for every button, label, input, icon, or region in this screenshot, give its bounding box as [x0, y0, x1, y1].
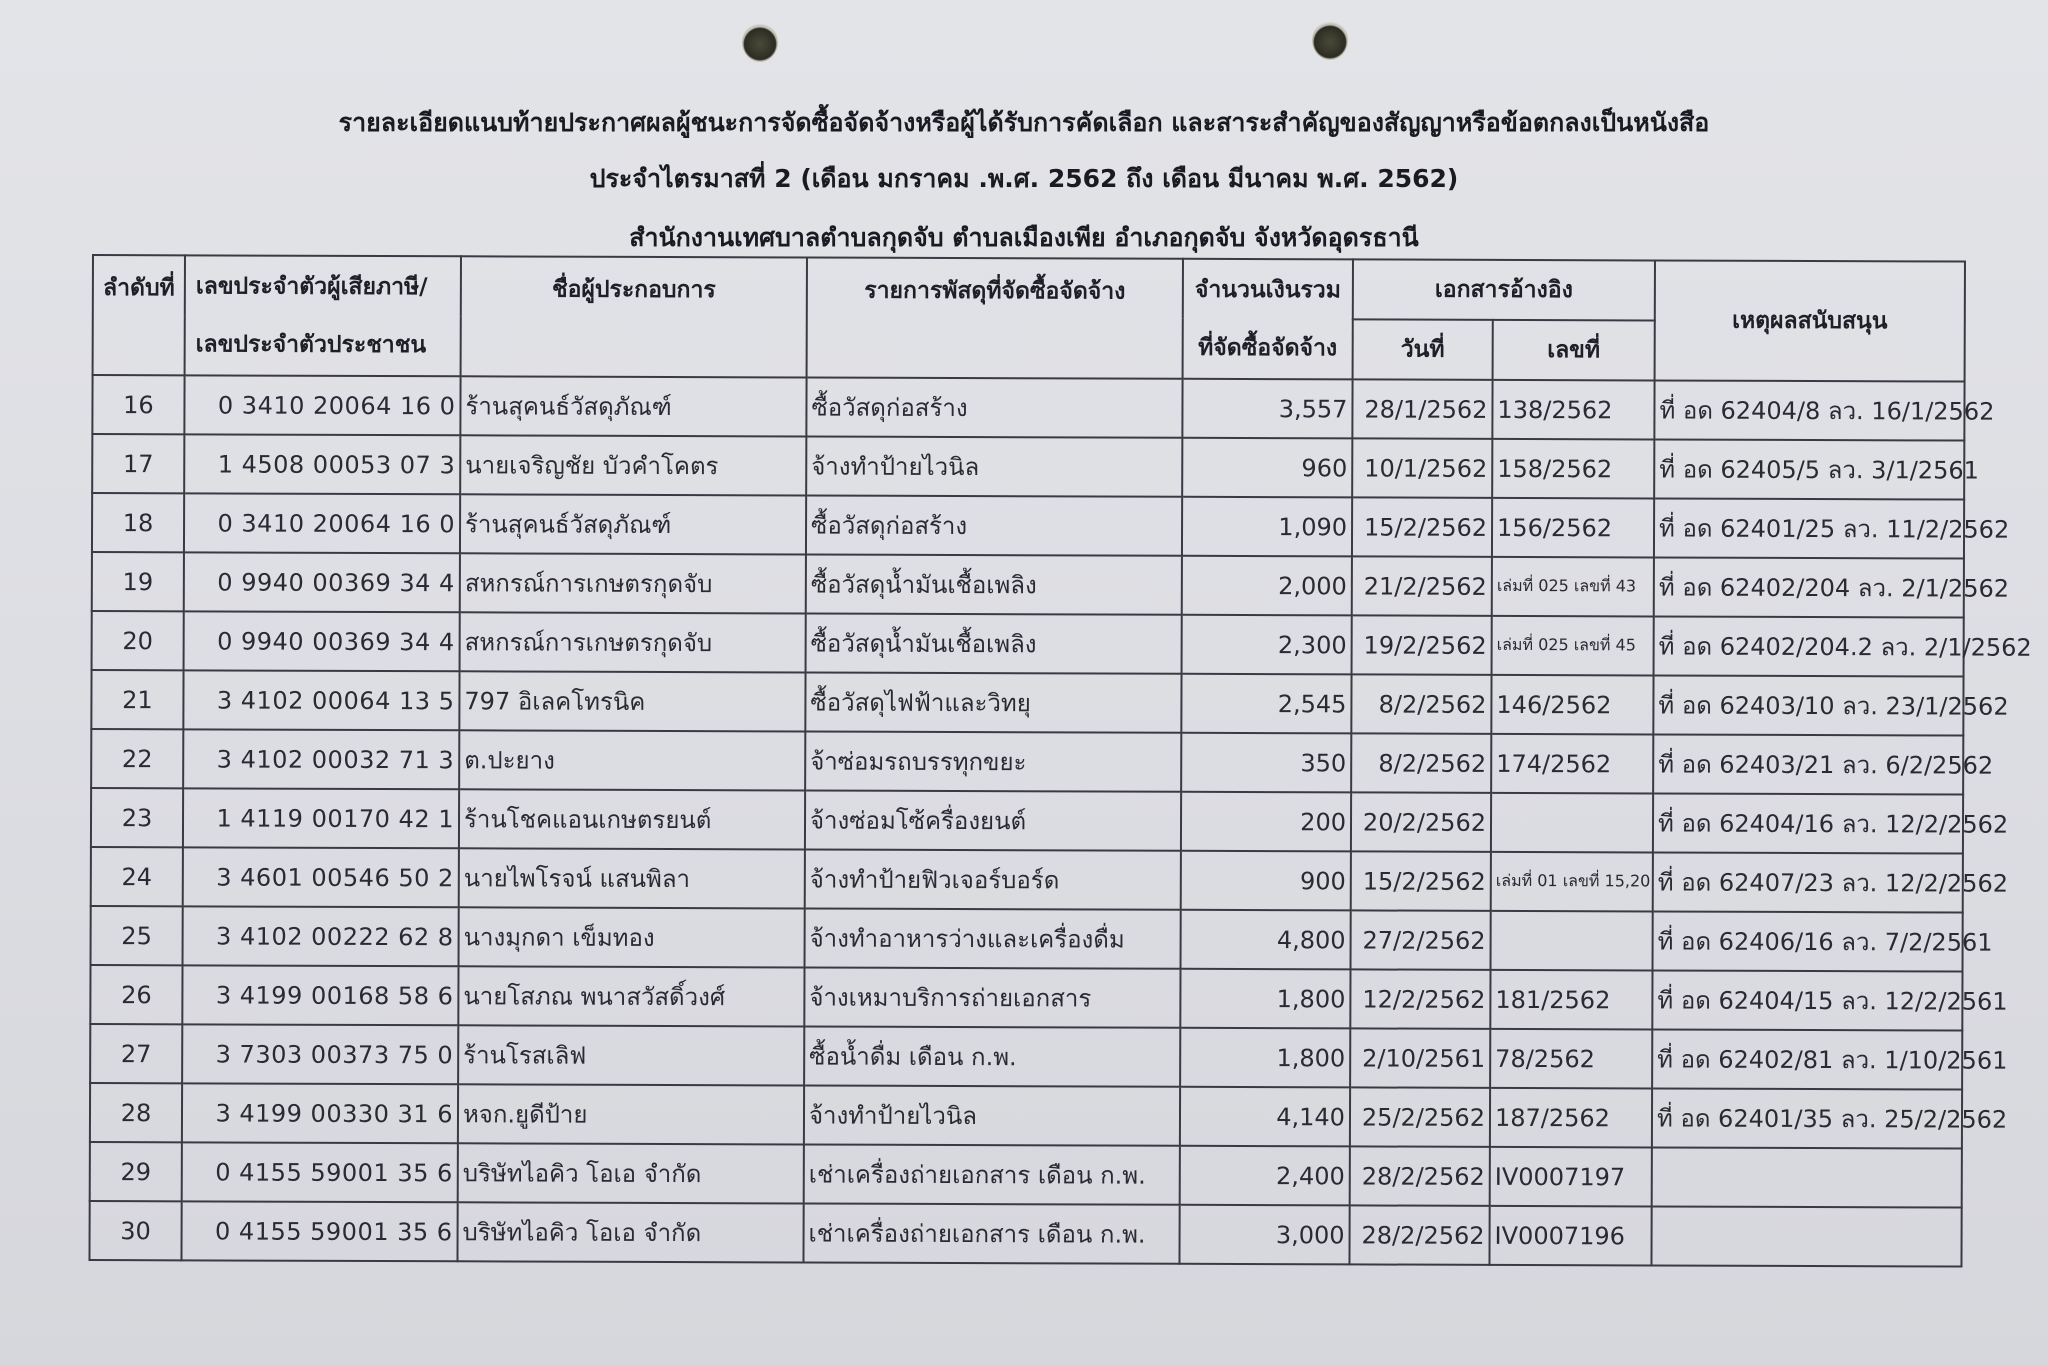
header-tax-id-line1: เลขประจำตัวผู้เสียภาษี/ — [195, 273, 428, 301]
cell-no: 23 — [91, 788, 183, 847]
cell-item: ซื้อวัสดุไฟฟ้าและวิทยุ — [805, 672, 1181, 732]
cell-date: 12/2/2562 — [1350, 969, 1490, 1028]
cell-tax-id: 1 4119 00170 42 1 — [183, 788, 459, 848]
cell-tax-id: 1 4508 00053 07 3 — [184, 434, 460, 494]
cell-reason — [1651, 1206, 1961, 1266]
header-tax-id — [185, 255, 461, 376]
cell-date: 27/2/2562 — [1351, 910, 1491, 969]
header-vendor: ชื่อผู้ประกอบการ — [461, 256, 807, 377]
cell-no: 28 — [90, 1083, 182, 1142]
cell-no: 29 — [90, 1142, 182, 1201]
cell-item: จ้างทำป้ายไวนิล — [806, 436, 1182, 496]
cell-amount: 1,800 — [1180, 969, 1350, 1029]
cell-ref-no: 146/2562 — [1491, 675, 1653, 735]
cell-no: 24 — [91, 847, 183, 906]
cell-item: เช่าเครื่องถ่ายเอกสาร เดือน ก.พ. — [804, 1144, 1180, 1204]
cell-ref-no: 138/2562 — [1492, 380, 1654, 440]
cell-no: 20 — [92, 611, 184, 670]
cell-ref-no: 181/2562 — [1490, 970, 1652, 1030]
cell-vendor: สหกรณ์การเกษตรกุดจับ — [460, 553, 806, 613]
header-tax-id-line2: เลขประจำตัวประชาชน — [195, 331, 427, 359]
cell-date: 2/10/2561 — [1350, 1028, 1490, 1087]
cell-reason: ที่ อด 62404/8 ลว. 16/1/2562 — [1654, 380, 1964, 440]
cell-date: 19/2/2562 — [1352, 615, 1492, 674]
cell-amount: 1,800 — [1180, 1028, 1350, 1088]
cell-date: 15/2/2562 — [1351, 851, 1491, 910]
cell-item: จ้างทำอาหารว่างและเครื่องดื่ม — [805, 908, 1181, 968]
cell-amount: 960 — [1182, 438, 1352, 498]
cell-amount: 2,300 — [1182, 615, 1352, 675]
cell-amount: 3,000 — [1179, 1205, 1349, 1265]
cell-item: ซื้อวัสดุก่อสร้าง — [806, 377, 1182, 437]
cell-ref-no: 78/2562 — [1490, 1029, 1652, 1089]
cell-item: ซื้อวัสดุน้ำมันเชื้อเพลิง — [806, 554, 1182, 614]
header-amount-line2: ที่จัดซื้อจัดจ้าง — [1198, 334, 1338, 362]
cell-reason: ที่ อด 62405/5 ลว. 3/1/2561 — [1654, 439, 1964, 499]
table-row — [90, 1024, 1962, 1090]
table-row — [91, 788, 1963, 854]
punch-hole-left — [742, 22, 778, 62]
cell-reason: ที่ อด 62406/16 ลว. 7/2/2561 — [1653, 911, 1963, 971]
cell-no: 30 — [89, 1201, 181, 1260]
cell-amount: 4,800 — [1181, 910, 1351, 970]
cell-item: จ้าซ่อมรถบรรทุกขยะ — [805, 731, 1181, 791]
cell-reason: ที่ อด 62404/16 ลว. 12/2/2562 — [1653, 793, 1963, 853]
cell-date: 21/2/2562 — [1352, 556, 1492, 615]
cell-no: 22 — [91, 729, 183, 788]
cell-reason: ที่ อด 62407/23 ลว. 12/2/2562 — [1653, 852, 1963, 912]
cell-vendor: นายไพโรจน์ แสนพิลา — [459, 848, 805, 908]
cell-no: 16 — [92, 375, 184, 434]
cell-vendor: ร้านโชคแอนเกษตรยนต์ — [459, 789, 805, 849]
procurement-table — [88, 254, 2032, 1268]
table-row — [91, 729, 1963, 795]
table-row — [92, 611, 1964, 677]
cell-date: 8/2/2562 — [1351, 674, 1491, 733]
cell-tax-id: 3 4102 00064 13 5 — [183, 670, 459, 730]
document-title: รายละเอียดแนบท้ายประกาศผลผู้ชนะการจัดซื้อจัดจ้างหรือผู้ได้รับการคัดเลือก และสาระสำคัญของสัญญาหรือข้อตกลงเป็นหนังสือ — [338, 108, 1710, 137]
table-row — [90, 1083, 1962, 1149]
punch-hole-right — [1312, 20, 1348, 60]
cell-no: 19 — [92, 552, 184, 611]
table-row — [91, 906, 1963, 972]
document-period: ประจำไตรมาสที่ 2 (เดือน มกราคม .พ.ศ. 2562 ถึง เดือน มีนาคม พ.ศ. 2562) — [589, 164, 1459, 193]
cell-reason: ที่ อด 62403/21 ลว. 6/2/2562 — [1653, 734, 1963, 794]
table-row — [92, 552, 1964, 618]
cell-vendor: บริษัทไอคิว โอเอ จำกัด — [457, 1202, 803, 1262]
cell-amount: 4,140 — [1180, 1087, 1350, 1147]
header-no: ลำดับที่ — [93, 255, 185, 375]
cell-vendor: ร้านสุคนธ์วัสดุภัณฑ์ — [460, 494, 806, 554]
cell-ref-no: เล่มที่ 025 เลขที่ 45 — [1492, 616, 1654, 676]
table-row — [92, 493, 1964, 559]
cell-amount: 350 — [1181, 733, 1351, 793]
cell-reason: ที่ อด 62401/35 ลว. 25/2/2562 — [1652, 1088, 1962, 1148]
table-body — [89, 375, 2032, 1267]
cell-vendor: บริษัทไอคิว โอเอ จำกัด — [458, 1143, 804, 1203]
cell-tax-id: 0 4155 59001 35 6 — [182, 1142, 458, 1202]
cell-amount: 2,000 — [1182, 556, 1352, 616]
cell-vendor: สหกรณ์การเกษตรกุดจับ — [460, 612, 806, 672]
cell-tax-id: 3 4199 00168 58 6 — [182, 965, 458, 1025]
cell-vendor: ร้านโรสเลิฟ — [458, 1025, 804, 1085]
cell-ref-no: 187/2562 — [1490, 1088, 1652, 1148]
cell-vendor: หจก.ยูดีป้าย — [458, 1084, 804, 1144]
header-date: วันที่ — [1353, 319, 1493, 379]
cell-tax-id: 0 9940 00369 34 4 — [184, 552, 460, 612]
cell-no: 26 — [90, 965, 182, 1024]
cell-reason: ที่ อด 62401/25 ลว. 11/2/2562 — [1654, 498, 1964, 558]
cell-item: จ้างทำป้ายไวนิล — [804, 1085, 1180, 1145]
cell-no: 18 — [92, 493, 184, 552]
cell-date: 28/1/2562 — [1352, 379, 1492, 438]
cell-date: 25/2/2562 — [1350, 1087, 1490, 1146]
cell-ref-no: 174/2562 — [1491, 734, 1653, 794]
cell-reason: ที่ อด 62404/15 ลว. 12/2/2561 — [1652, 970, 1962, 1030]
cell-ref-no: 156/2562 — [1492, 498, 1654, 558]
document-office: สำนักงานเทศบาลตำบลกุดจับ ตำบลเมืองเพีย อำเภอกุดจับ จังหวัดอุดรธานี — [629, 223, 1419, 252]
cell-item: จ้างเหมาบริการถ่ายเอกสาร — [804, 967, 1180, 1027]
header-amount — [1183, 259, 1353, 380]
cell-tax-id: 0 9940 00369 34 4 — [184, 611, 460, 671]
cell-tax-id: 3 4199 00330 31 6 — [182, 1083, 458, 1143]
cell-tax-id: 3 4102 00222 62 8 — [183, 906, 459, 966]
cell-tax-id: 0 4155 59001 35 6 — [181, 1201, 457, 1261]
cell-item: ซื้อวัสดุน้ำมันเชื้อเพลิง — [806, 613, 1182, 673]
cell-item: เช่าเครื่องถ่ายเอกสาร เดือน ก.พ. — [803, 1203, 1179, 1263]
cell-vendor: 797 อิเลคโทรนิค — [459, 671, 805, 731]
cell-ref-no: เล่มที่ 025 เลขที่ 43 — [1492, 557, 1654, 617]
cell-no: 27 — [90, 1024, 182, 1083]
cell-no: 21 — [91, 670, 183, 729]
cell-amount: 3,557 — [1182, 379, 1352, 439]
cell-ref-no: เล่มที่ 01 เลขที่ 15,20 — [1491, 852, 1653, 912]
cell-amount: 200 — [1181, 792, 1351, 852]
cell-vendor: นายเจริญชัย บัวคำโคตร — [460, 435, 806, 495]
cell-tax-id: 3 4102 00032 71 3 — [183, 729, 459, 789]
cell-no: 17 — [92, 434, 184, 493]
cell-ref-no: IV0007197 — [1490, 1147, 1652, 1207]
header-reference-docs: เอกสารอ้างอิง — [1353, 259, 1655, 320]
cell-tax-id: 0 3410 20064 16 0 — [184, 375, 460, 435]
cell-ref-no: IV0007196 — [1489, 1206, 1651, 1266]
cell-reason: ที่ อด 62402/81 ลว. 1/10/2561 — [1652, 1029, 1962, 1089]
header-ref-no: เลขที่ — [1493, 320, 1655, 381]
cell-tax-id: 3 7303 00373 75 0 — [182, 1024, 458, 1084]
cell-vendor: นางมุกดา เข็มทอง — [459, 907, 805, 967]
table-row — [91, 847, 1963, 913]
table-row — [89, 1201, 1961, 1267]
table-row — [92, 434, 1964, 500]
cell-ref-no — [1491, 793, 1653, 853]
cell-reason: ที่ อด 62402/204.2 ลว. 2/1/2562 — [1654, 616, 1964, 676]
cell-date: 10/1/2562 — [1352, 438, 1492, 497]
cell-date: 28/2/2562 — [1350, 1146, 1490, 1205]
table-row — [91, 670, 1963, 736]
header-amount-line1: จำนวนเงินรวม — [1194, 276, 1341, 304]
cell-ref-no — [1491, 911, 1653, 971]
cell-reason: ที่ อด 62403/10 ลว. 23/1/2562 — [1653, 675, 1963, 735]
table-row — [92, 375, 1964, 441]
cell-reason — [1652, 1147, 1962, 1207]
cell-vendor: ต.ปะยาง — [459, 730, 805, 790]
cell-amount: 2,545 — [1181, 674, 1351, 734]
cell-item: ซื้อวัสดุก่อสร้าง — [806, 495, 1182, 555]
cell-vendor: ร้านสุคนธ์วัสดุภัณฑ์ — [460, 376, 806, 436]
cell-vendor: นายโสภณ พนาสวัสดิ์วงศ์ — [458, 966, 804, 1026]
header-reason: เหตุผลสนับสนุน — [1655, 260, 1965, 381]
cell-date: 8/2/2562 — [1351, 733, 1491, 792]
cell-item: ซื้อน้ำดื่ม เดือน ก.พ. — [804, 1026, 1180, 1086]
cell-item: จ้างซ่อมโซ้ครื่องยนต์ — [805, 790, 1181, 850]
cell-tax-id: 3 4601 00546 50 2 — [183, 847, 459, 907]
cell-amount: 900 — [1181, 851, 1351, 911]
cell-date: 28/2/2562 — [1349, 1205, 1489, 1264]
cell-date: 15/2/2562 — [1352, 497, 1492, 556]
table-row — [90, 965, 1962, 1031]
cell-no: 25 — [91, 906, 183, 965]
cell-tax-id: 0 3410 20064 16 0 — [184, 493, 460, 553]
cell-ref-no: 158/2562 — [1492, 439, 1654, 499]
cell-reason: ที่ อด 62402/204 ลว. 2/1/2562 — [1654, 557, 1964, 617]
table-row — [90, 1142, 1962, 1208]
header-item: รายการพัสดุที่จัดซื้อจัดจ้าง — [807, 257, 1183, 378]
cell-amount: 1,090 — [1182, 497, 1352, 557]
cell-item: จ้างทำป้ายฟิวเจอร์บอร์ด — [805, 849, 1181, 909]
cell-amount: 2,400 — [1180, 1146, 1350, 1206]
cell-date: 20/2/2562 — [1351, 792, 1491, 851]
